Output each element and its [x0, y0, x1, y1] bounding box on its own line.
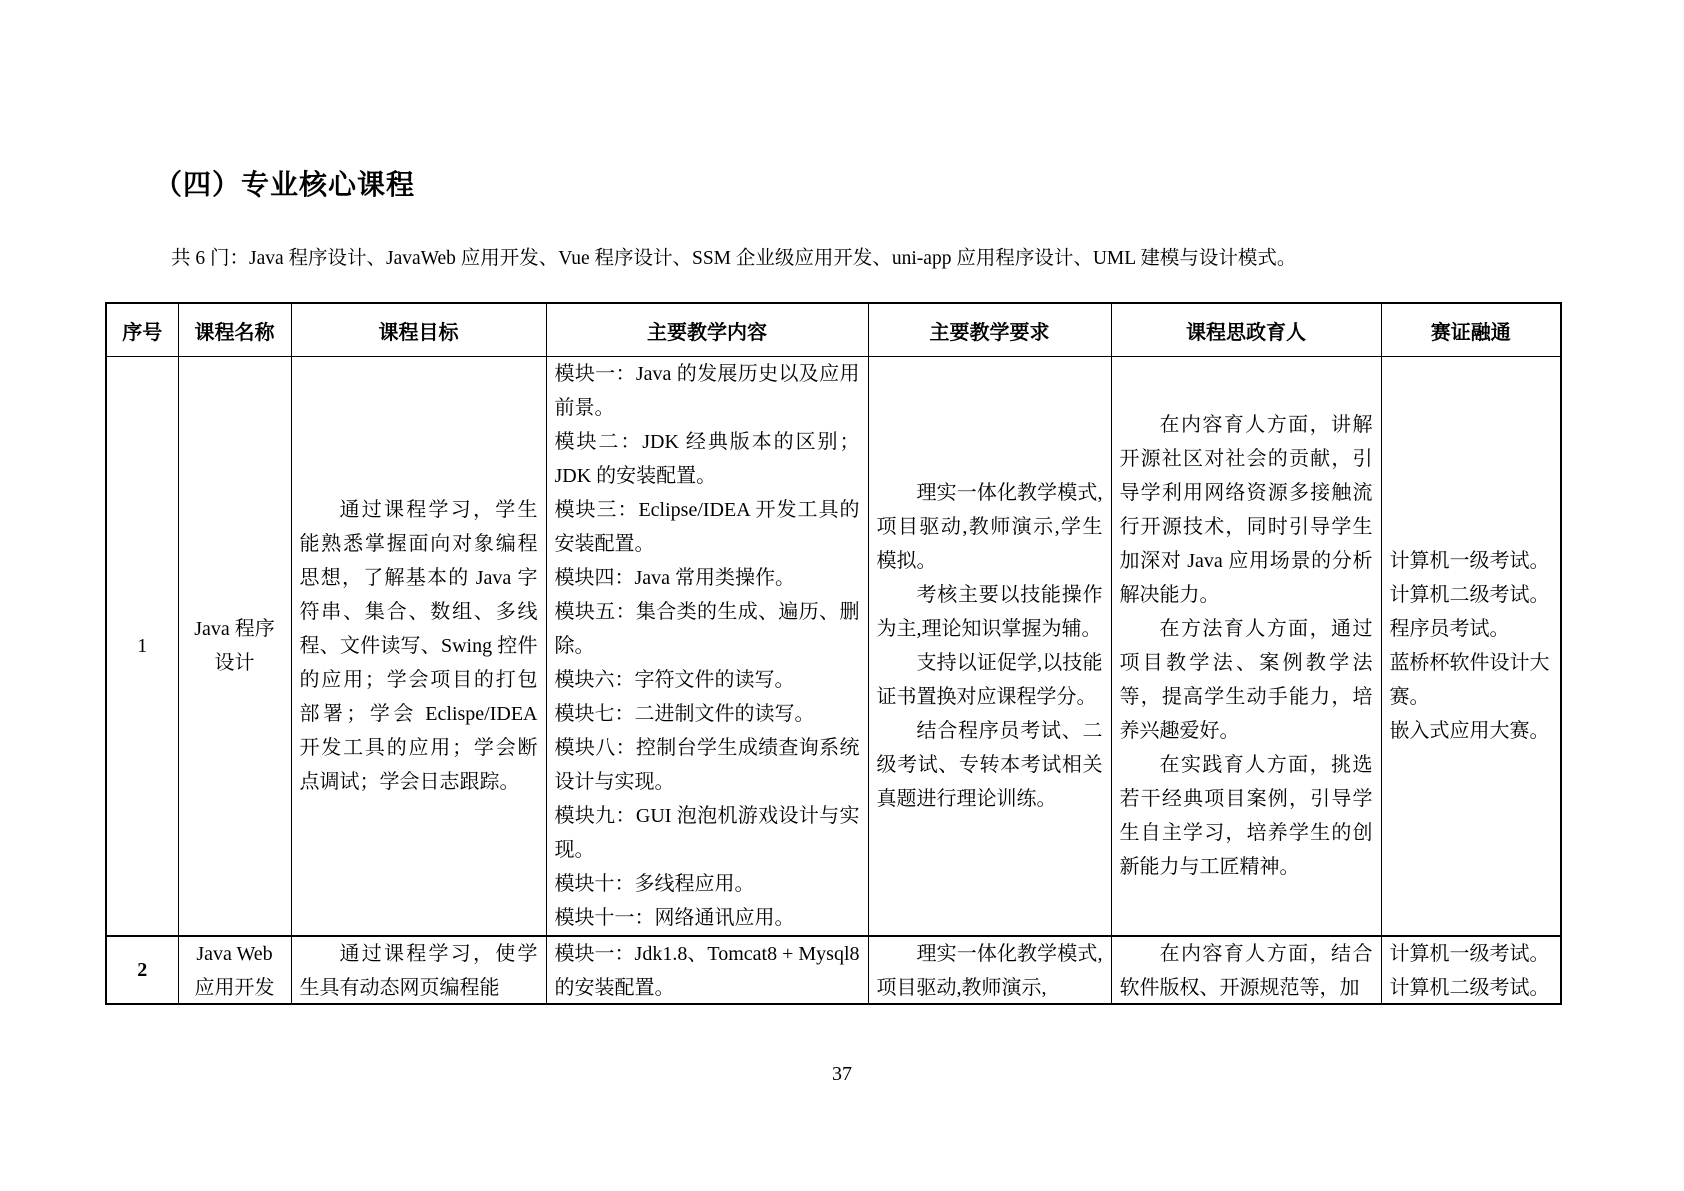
certificate-item: 嵌入式应用大赛。	[1389, 720, 1550, 742]
module-item: 模块十一：网络通讯应用。	[554, 907, 795, 929]
course-seq-number: 2	[137, 959, 148, 981]
module-item: 模块二：JDK 经典版本的区别；JDK 的安装配置。	[554, 431, 860, 487]
module-item: 模块三：Eclipse/IDEA 开发工具的安装配置。	[554, 499, 860, 555]
page-title: （四）专业核心课程	[154, 170, 416, 201]
course-objective	[291, 936, 546, 1004]
ideology-item: 在内容育人方面，结合软件版权、开源规范等，加	[1119, 943, 1373, 999]
module-item: 模块十：多线程应用。	[554, 873, 755, 895]
course-name-line: 应用开发	[194, 977, 275, 999]
requirement-item: 理实一体化教学模式,项目驱动,教师演示,	[876, 943, 1103, 999]
header-cell-course-name: 课程名称	[178, 303, 291, 357]
module-item: 模块一：Java 的发展历史以及应用前景。	[554, 363, 860, 419]
ideology-item: 在内容育人方面，讲解开源社区对社会的贡献，引导学利用网络资源多接触流行开源技术，同时引导学生加深对 Java 应用场景的分析解决能力。	[1119, 414, 1373, 606]
requirement-item: 理实一体化教学模式,项目驱动,教师演示,学生模拟。	[876, 482, 1103, 572]
course-certificates	[1381, 936, 1561, 1004]
table-row-java	[106, 357, 1561, 937]
course-name	[178, 357, 291, 937]
header-cell-seq: 序号	[106, 303, 178, 357]
objective-text: 通过课程学习，学生能熟悉掌握面向对象编程思想，了解基本的 Java 字符串、集合、数组、多线程、文件读写、Swing 控件的应用；学会项目的打包部署；学会 Eclispe/IDEA 开发工具的应用；学会断点调试；学会日志跟踪。	[299, 499, 538, 793]
courses-table	[105, 302, 1562, 1005]
course-seq	[106, 936, 178, 1004]
header-cell-certificates: 赛证融通	[1381, 303, 1561, 357]
certificate-item: 程序员考试。	[1389, 618, 1510, 640]
course-name-line: Java Web	[196, 943, 273, 965]
header-cell-ideology: 课程思政育人	[1111, 303, 1381, 357]
ideology-item: 在方法育人方面，通过项目教学法、案例教学法等，提高学生动手能力，培养兴趣爱好。	[1119, 618, 1373, 742]
module-item: 模块六：字符文件的读写。	[554, 669, 795, 691]
requirement-item: 考核主要以技能操作为主,理论知识掌握为辅。	[876, 584, 1103, 640]
module-item: 模块七：二进制文件的读写。	[554, 703, 815, 725]
certificate-item: 计算机二级考试。	[1389, 584, 1550, 606]
course-requirements	[868, 357, 1111, 937]
module-item: 模块九：GUI 泡泡机游戏设计与实现。	[554, 805, 860, 861]
course-objective	[291, 357, 546, 937]
certificate-item: 计算机二级考试。	[1389, 977, 1550, 999]
module-item: 模块八：控制台学生成绩查询系统设计与实现。	[554, 737, 860, 793]
module-item: 模块一：Jdk1.8、Tomcat8 + Mysql8 的安装配置。	[554, 943, 860, 999]
certificate-item: 计算机一级考试。	[1389, 943, 1550, 965]
header-cell-content: 主要教学内容	[546, 303, 868, 357]
course-name	[178, 936, 291, 1004]
course-seq: 1	[106, 357, 178, 937]
intro-paragraph: 共 6 门：Java 程序设计、JavaWeb 应用开发、Vue 程序设计、SSM 企业级应用开发、uni-app 应用程序设计、UML 建模与设计模式。	[171, 248, 1297, 269]
requirement-item: 支持以证促学,以技能证书置换对应课程学分。	[876, 652, 1103, 708]
course-certificates	[1381, 357, 1561, 937]
certificate-item: 计算机一级考试。	[1389, 550, 1550, 572]
course-content	[546, 936, 868, 1004]
certificate-item: 蓝桥杯软件设计大赛。	[1389, 652, 1550, 708]
objective-text: 通过课程学习，使学生具有动态网页编程能	[299, 943, 538, 999]
table-row-javaweb	[106, 936, 1561, 1004]
header-cell-objective: 课程目标	[291, 303, 546, 357]
requirement-item: 结合程序员考试、二级考试、专转本考试相关真题进行理论训练。	[876, 720, 1103, 810]
ideology-item: 在实践育人方面，挑选若干经典项目案例，引导学生自主学习，培养学生的创新能力与工匠精神。	[1119, 754, 1373, 878]
course-ideology	[1111, 357, 1381, 937]
course-name-line: 设计	[214, 652, 255, 674]
course-name-line: Java 程序	[194, 618, 275, 640]
header-cell-requirements: 主要教学要求	[868, 303, 1111, 357]
table-header-row	[106, 303, 1561, 357]
course-content	[546, 357, 868, 937]
module-item: 模块五：集合类的生成、遍历、删除。	[554, 601, 860, 657]
course-ideology	[1111, 936, 1381, 1004]
course-requirements	[868, 936, 1111, 1004]
page-number: 37	[832, 1063, 852, 1085]
module-item: 模块四：Java 常用类操作。	[554, 567, 796, 589]
